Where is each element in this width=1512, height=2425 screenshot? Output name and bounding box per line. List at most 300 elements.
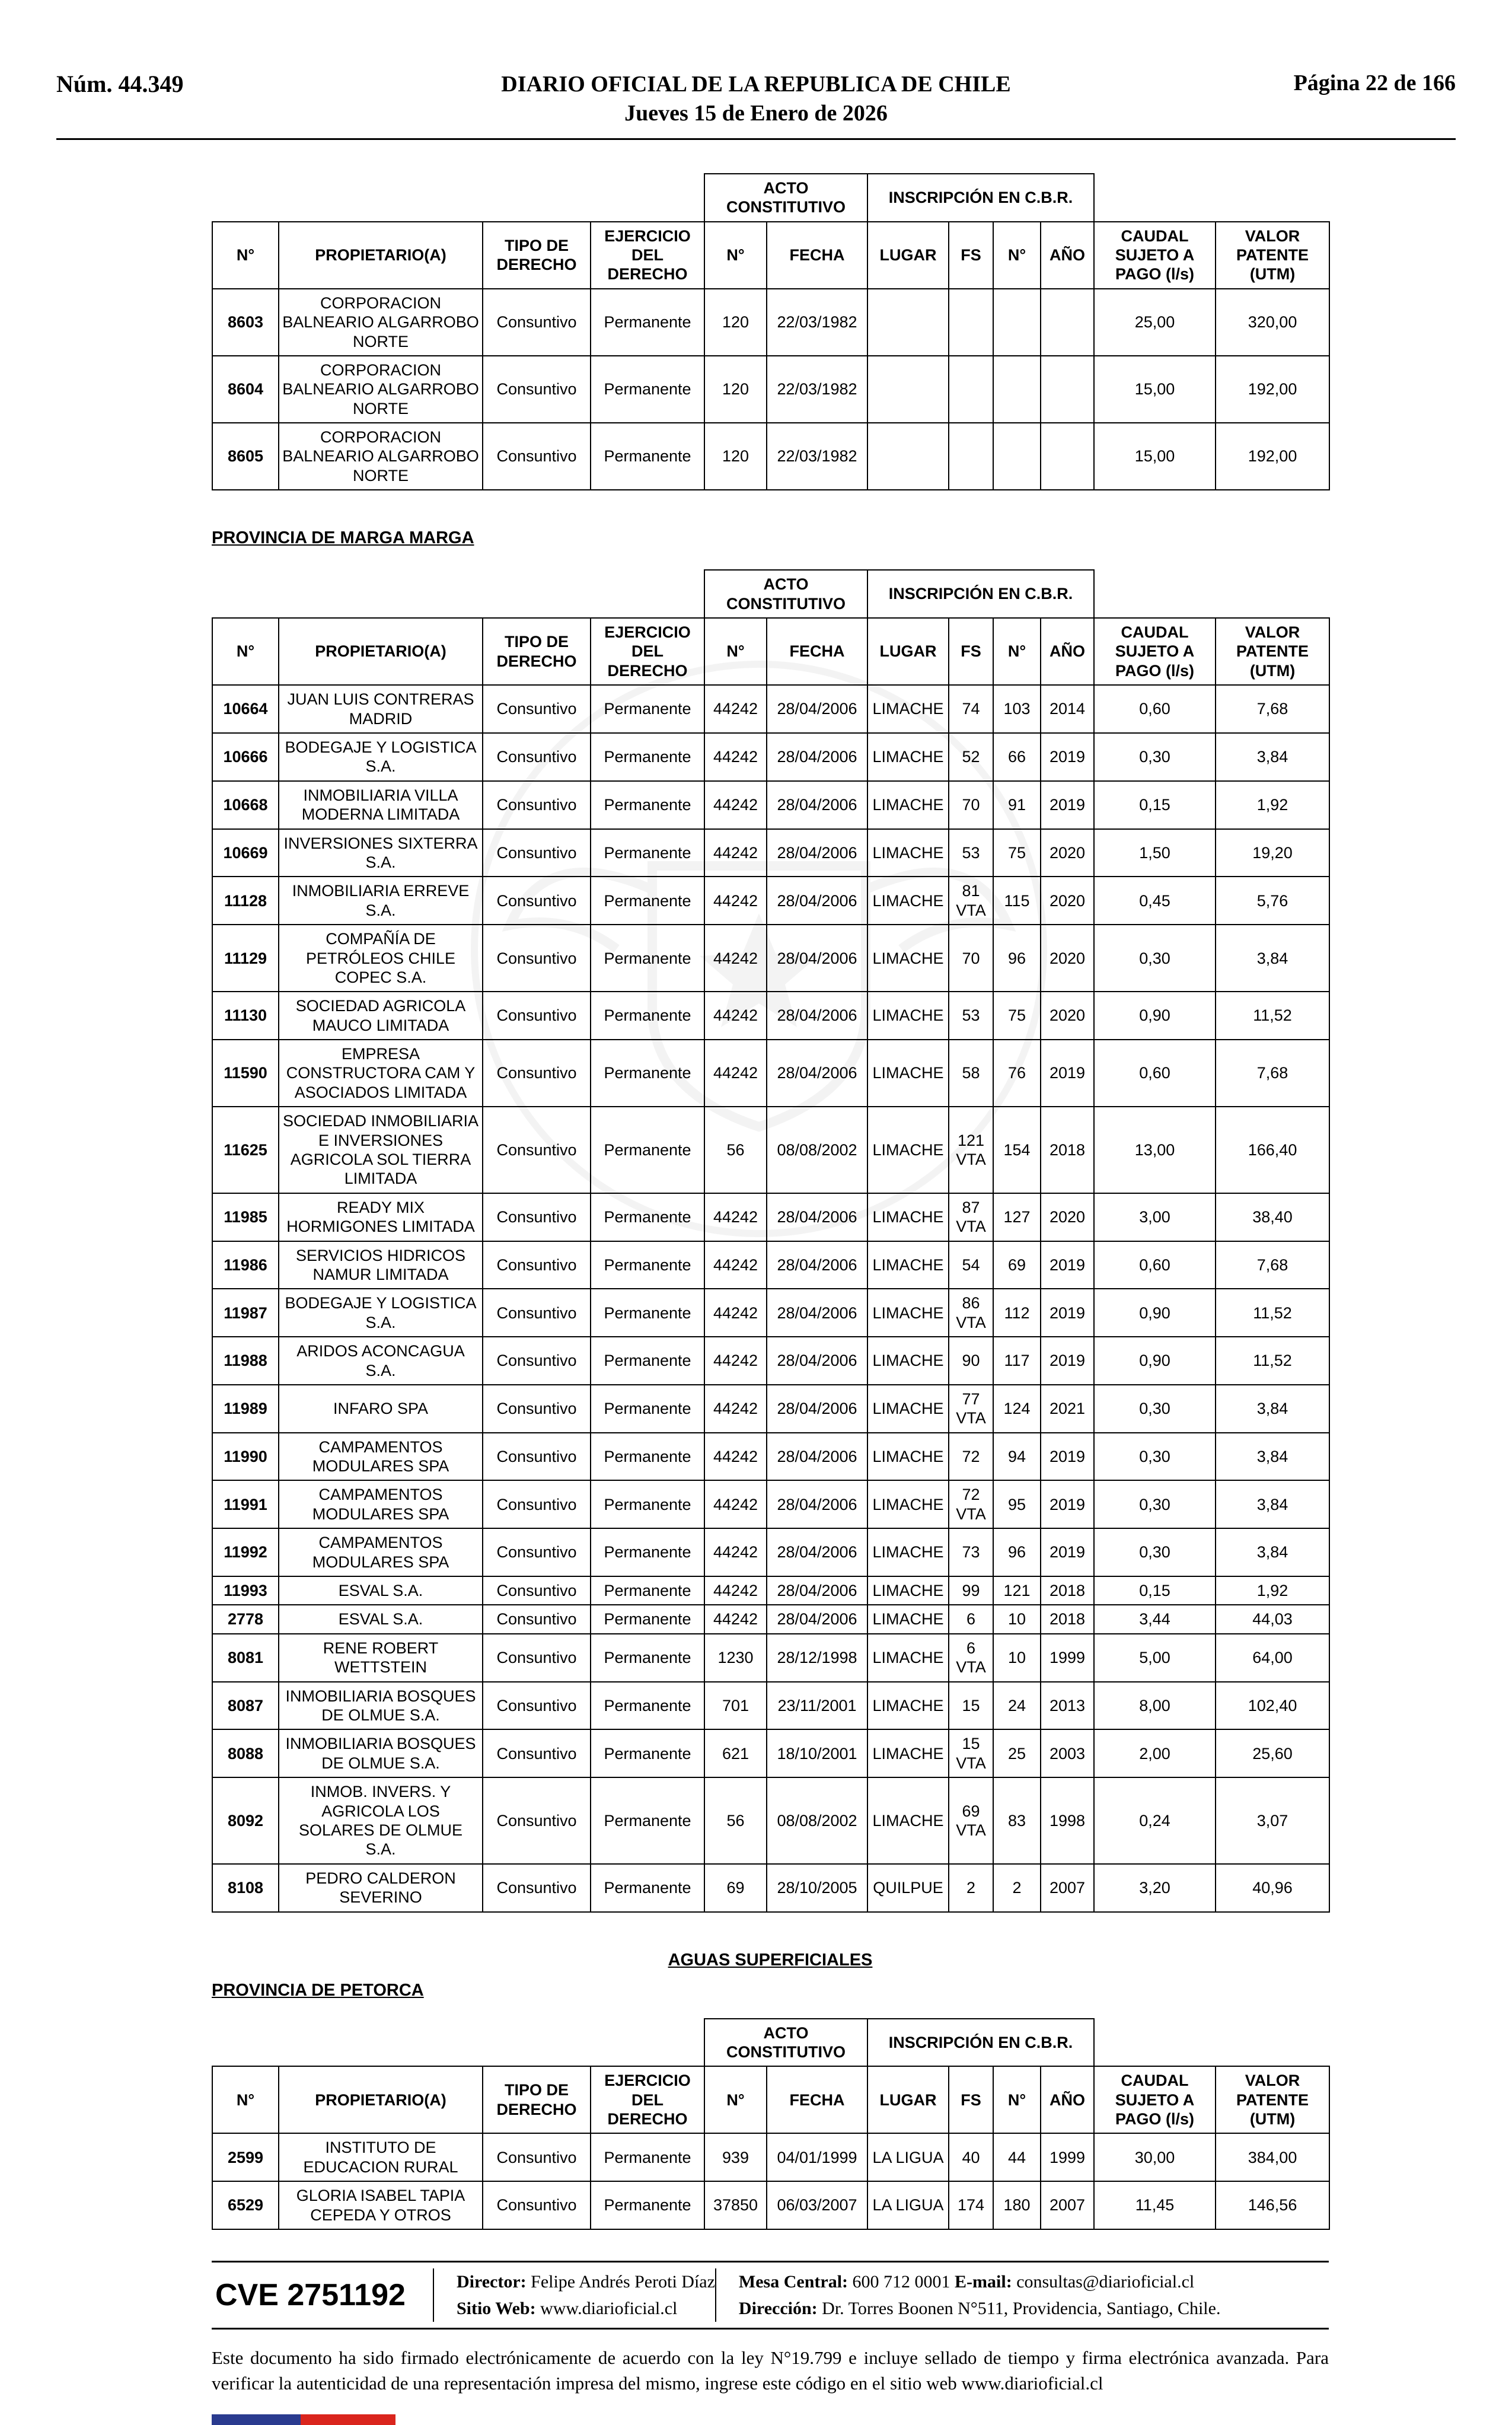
- table-cell: 3,07: [1216, 1777, 1329, 1864]
- table-cell: 11130: [212, 992, 279, 1040]
- table-cell: 0,90: [1094, 1289, 1216, 1337]
- table-row: [212, 1576, 1329, 1605]
- table-cell: 8108: [212, 1864, 279, 1912]
- table-cell: 3,84: [1216, 1528, 1329, 1576]
- table-cell: 77 VTA: [949, 1385, 993, 1433]
- table-cell: 11,45: [1094, 2181, 1216, 2229]
- table-cell: [1041, 423, 1094, 490]
- table-cell: 11986: [212, 1241, 279, 1289]
- col-ano: AÑO: [1041, 222, 1094, 289]
- table-cell: 44242: [704, 1040, 767, 1107]
- table-cell: 3,20: [1094, 1864, 1216, 1912]
- table-cell: 1230: [704, 1634, 767, 1682]
- table-cell: LIMACHE: [867, 1433, 949, 1481]
- table-cell: 72 VTA: [949, 1480, 993, 1528]
- table-row: [212, 1729, 1329, 1777]
- table-cell: 2007: [1041, 2181, 1094, 2229]
- table-cell: [993, 356, 1041, 423]
- table-cell: 94: [993, 1433, 1041, 1481]
- table-cell: 08/08/2002: [767, 1777, 867, 1864]
- table-cell: 44242: [704, 877, 767, 925]
- table-cell: LIMACHE: [867, 1040, 949, 1107]
- table-cell: 3,84: [1216, 1480, 1329, 1528]
- table-cell: 44242: [704, 1528, 767, 1576]
- table-cell: 11129: [212, 925, 279, 992]
- cve-code: CVE 2751192: [215, 2278, 406, 2313]
- table-cell: 53: [949, 992, 993, 1040]
- table-cell: 44242: [704, 1433, 767, 1481]
- table-cell: 25,60: [1216, 1729, 1329, 1777]
- table-cell: Permanente: [591, 829, 704, 877]
- table-cell: 127: [993, 1193, 1041, 1241]
- table-row: [212, 733, 1329, 781]
- table-cell: 0,15: [1094, 781, 1216, 829]
- col-ano: AÑO: [1041, 2066, 1094, 2133]
- table-cell: 38,40: [1216, 1193, 1329, 1241]
- table-cell: 28/04/2006: [767, 829, 867, 877]
- table-cell: 154: [993, 1107, 1041, 1193]
- table-cell: 28/04/2006: [767, 1480, 867, 1528]
- col-ejercicio-derecho: EJERCICIO DEL DERECHO: [591, 222, 704, 289]
- table-cell: Permanente: [591, 1605, 704, 1633]
- table-cell: 44242: [704, 925, 767, 992]
- table-cell: LIMACHE: [867, 1241, 949, 1289]
- table-cell: 2020: [1041, 877, 1094, 925]
- table-cell: 28/04/2006: [767, 1040, 867, 1107]
- table-row: [212, 992, 1329, 1040]
- page-number: Página 22 de 166: [1293, 71, 1456, 95]
- table-cell: Consuntivo: [483, 1864, 591, 1912]
- table-cell: INMOBILIARIA VILLA MODERNA LIMITADA: [279, 781, 483, 829]
- table-cell: 2021: [1041, 1385, 1094, 1433]
- col-fs: FS: [949, 2066, 993, 2133]
- table-cell: 192,00: [1216, 423, 1329, 490]
- column-header-row: [212, 618, 1329, 685]
- table-cell: Consuntivo: [483, 1289, 591, 1337]
- table-cell: 0,60: [1094, 685, 1216, 733]
- table-cell: 2019: [1041, 1289, 1094, 1337]
- table-cell: [993, 289, 1041, 356]
- table-row: [212, 1289, 1329, 1337]
- director-line: [457, 2268, 715, 2295]
- table-cell: 0,30: [1094, 1480, 1216, 1528]
- table-cell: BODEGAJE Y LOGISTICA S.A.: [279, 1289, 483, 1337]
- table-cell: 621: [704, 1729, 767, 1777]
- contact-info: [716, 2263, 1221, 2328]
- table-row: [212, 2181, 1329, 2229]
- table-cell: 28/04/2006: [767, 992, 867, 1040]
- table-cell: 54: [949, 1241, 993, 1289]
- table-cell: LIMACHE: [867, 1289, 949, 1337]
- table-cell: 28/04/2006: [767, 1528, 867, 1576]
- table-cell: 95: [993, 1480, 1041, 1528]
- table-cell: Permanente: [591, 1337, 704, 1385]
- acto-constitutivo-group-header: ACTO CONSTITUTIVO: [704, 570, 867, 618]
- table-cell: Permanente: [591, 1480, 704, 1528]
- table-cell: 0,30: [1094, 733, 1216, 781]
- table-cell: 10: [993, 1634, 1041, 1682]
- table-row: [212, 1777, 1329, 1864]
- table-cell: 06/03/2007: [767, 2181, 867, 2229]
- table-cell: 5,76: [1216, 877, 1329, 925]
- table-cell: 87 VTA: [949, 1193, 993, 1241]
- table-cell: 70: [949, 781, 993, 829]
- table-cell: 2019: [1041, 781, 1094, 829]
- col-num: N°: [212, 222, 279, 289]
- mesa-central-label: Mesa Central:: [738, 2272, 848, 2292]
- page-header: [56, 70, 1456, 129]
- table-cell: LIMACHE: [867, 1605, 949, 1633]
- table-cell: LIMACHE: [867, 1682, 949, 1730]
- table-cell: 28/04/2006: [767, 1193, 867, 1241]
- table-cell: 2,00: [1094, 1729, 1216, 1777]
- table-cell: CAMPAMENTOS MODULARES SPA: [279, 1480, 483, 1528]
- table-cell: 99: [949, 1576, 993, 1605]
- table-cell: 2019: [1041, 1337, 1094, 1385]
- table-cell: ARIDOS ACONCAGUA S.A.: [279, 1337, 483, 1385]
- table-cell: 1998: [1041, 1777, 1094, 1864]
- table-cell: 2018: [1041, 1576, 1094, 1605]
- table-row: [212, 356, 1329, 423]
- page-footer: [212, 2261, 1329, 2330]
- inscripcion-cbr-group-header: INSCRIPCIÓN EN C.B.R.: [867, 2019, 1094, 2067]
- table-cell: Permanente: [591, 1385, 704, 1433]
- table-cell: Consuntivo: [483, 992, 591, 1040]
- table-row: [212, 1480, 1329, 1528]
- table-cell: LIMACHE: [867, 1729, 949, 1777]
- table-cell: 96: [993, 925, 1041, 992]
- table-cell: 58: [949, 1040, 993, 1107]
- table-cell: LIMACHE: [867, 1576, 949, 1605]
- table-cell: Consuntivo: [483, 1241, 591, 1289]
- issue-number: Núm. 44.349: [56, 71, 184, 97]
- table-cell: 5,00: [1094, 1634, 1216, 1682]
- col-acto-num: N°: [704, 2066, 767, 2133]
- table-cell: 2019: [1041, 733, 1094, 781]
- table-cell: 166,40: [1216, 1107, 1329, 1193]
- table-cell: 66: [993, 733, 1041, 781]
- table-cell: COMPAÑÍA DE PETRÓLEOS CHILE COPEC S.A.: [279, 925, 483, 992]
- table-cell: 28/04/2006: [767, 925, 867, 992]
- table-cell: 2599: [212, 2133, 279, 2181]
- table-cell: Permanente: [591, 1729, 704, 1777]
- table-cell: Consuntivo: [483, 1433, 591, 1481]
- table-cell: 2020: [1041, 925, 1094, 992]
- table-cell: Permanente: [591, 1864, 704, 1912]
- table-cell: Consuntivo: [483, 1729, 591, 1777]
- address-label: Dirección:: [738, 2299, 818, 2319]
- table-cell: LIMACHE: [867, 1193, 949, 1241]
- table-cell: CAMPAMENTOS MODULARES SPA: [279, 1433, 483, 1481]
- table-cell: 11128: [212, 877, 279, 925]
- acto-constitutivo-group-header: ACTO CONSTITUTIVO: [704, 2019, 867, 2067]
- table-row: [212, 1107, 1329, 1193]
- col-valor-patente: VALOR PATENTE (UTM): [1216, 222, 1329, 289]
- table-cell: 40: [949, 2133, 993, 2181]
- table-cell: 8081: [212, 1634, 279, 1682]
- header-divider: [56, 138, 1456, 140]
- email-label: E-mail:: [955, 2272, 1012, 2292]
- table-cell: Consuntivo: [483, 829, 591, 877]
- table-cell: 22/03/1982: [767, 289, 867, 356]
- table-cell: Consuntivo: [483, 2181, 591, 2229]
- table-cell: LIMACHE: [867, 1634, 949, 1682]
- table-cell: 2018: [1041, 1107, 1094, 1193]
- col-ano: AÑO: [1041, 618, 1094, 685]
- table-cell: Consuntivo: [483, 1480, 591, 1528]
- table-cell: 28/04/2006: [767, 1605, 867, 1633]
- table-row: [212, 289, 1329, 356]
- table-row: [212, 1241, 1329, 1289]
- table-cell: 117: [993, 1337, 1041, 1385]
- table-cell: 11991: [212, 1480, 279, 1528]
- table-cell: CORPORACION BALNEARIO ALGARROBO NORTE: [279, 423, 483, 490]
- table-cell: 23/11/2001: [767, 1682, 867, 1730]
- table-cell: Permanente: [591, 289, 704, 356]
- table-cell: 52: [949, 733, 993, 781]
- table-cell: LIMACHE: [867, 1107, 949, 1193]
- legal-notice: Este documento ha sido firmado electrónicamente de acuerdo con la ley N°19.799 e incluye sellado de tiempo y firma electrónica avanzada. Para verificar la autenticidad de una representación impresa del mismo, ingrese este código en el sitio web www.diarioficial.cl: [212, 2347, 1329, 2394]
- table-cell: LIMACHE: [867, 1337, 949, 1385]
- table-cell: 11985: [212, 1193, 279, 1241]
- section-heading-petorca: PROVINCIA DE PETORCA: [212, 1980, 424, 2000]
- table-cell: 11993: [212, 1576, 279, 1605]
- table-cell: READY MIX HORMIGONES LIMITADA: [279, 1193, 483, 1241]
- col-num: N°: [212, 2066, 279, 2133]
- table-cell: 2: [993, 1864, 1041, 1912]
- table-cell: PEDRO CALDERON SEVERINO: [279, 1864, 483, 1912]
- col-acto-fecha: FECHA: [767, 222, 867, 289]
- col-propietario: PROPIETARIO(A): [279, 222, 483, 289]
- table-cell: 11625: [212, 1107, 279, 1193]
- col-tipo-derecho: TIPO DE DERECHO: [483, 222, 591, 289]
- table-cell: 10669: [212, 829, 279, 877]
- table-cell: 120: [704, 423, 767, 490]
- table-cell: Permanente: [591, 685, 704, 733]
- table-cell: 22/03/1982: [767, 356, 867, 423]
- table-cell: 146,56: [1216, 2181, 1329, 2229]
- col-inscripcion-num: N°: [993, 618, 1041, 685]
- table-cell: EMPRESA CONSTRUCTORA CAM Y ASOCIADOS LIMITADA: [279, 1040, 483, 1107]
- table-cell: Consuntivo: [483, 1682, 591, 1730]
- table-cell: GLORIA ISABEL TAPIA CEPEDA Y OTROS: [279, 2181, 483, 2229]
- acto-constitutivo-group-header: ACTO CONSTITUTIVO: [704, 174, 867, 222]
- column-header-row: [212, 222, 1329, 289]
- table-cell: 44242: [704, 1337, 767, 1385]
- table-cell: 69: [993, 1241, 1041, 1289]
- table-cell: 44242: [704, 685, 767, 733]
- table-cell: 69 VTA: [949, 1777, 993, 1864]
- table-cell: 2019: [1041, 1241, 1094, 1289]
- table-row: [212, 2133, 1329, 2181]
- table-cell: Consuntivo: [483, 781, 591, 829]
- table-cell: 11989: [212, 1385, 279, 1433]
- table-cell: 2014: [1041, 685, 1094, 733]
- table-cell: Consuntivo: [483, 1634, 591, 1682]
- table-cell: 11992: [212, 1528, 279, 1576]
- table-cell: 74: [949, 685, 993, 733]
- table-cell: LIMACHE: [867, 733, 949, 781]
- table-cell: 7,68: [1216, 685, 1329, 733]
- table-cell: 0,90: [1094, 1337, 1216, 1385]
- table-cell: 2019: [1041, 1040, 1094, 1107]
- table-cell: 56: [704, 1107, 767, 1193]
- flag-blue-segment: [212, 2414, 301, 2425]
- table-cell: 10668: [212, 781, 279, 829]
- table-cell: Consuntivo: [483, 733, 591, 781]
- table-cell: Permanente: [591, 1241, 704, 1289]
- col-num: N°: [212, 618, 279, 685]
- table-cell: Consuntivo: [483, 925, 591, 992]
- table-cell: 44242: [704, 733, 767, 781]
- flag-red-segment: [301, 2414, 395, 2425]
- table-cell: 10666: [212, 733, 279, 781]
- table-cell: LIMACHE: [867, 1480, 949, 1528]
- table-cell: 2020: [1041, 1193, 1094, 1241]
- table-cell: 8,00: [1094, 1682, 1216, 1730]
- website-link[interactable]: www.diarioficial.cl: [540, 2299, 678, 2319]
- table-row: [212, 1385, 1329, 1433]
- table-cell: Permanente: [591, 423, 704, 490]
- section-heading-aguas-superficiales: AGUAS SUPERFICIALES: [668, 1950, 873, 1970]
- footer-bottom-divider: [212, 2328, 1329, 2330]
- table-row: [212, 1528, 1329, 1576]
- table-cell: 64,00: [1216, 1634, 1329, 1682]
- table-cell: ESVAL S.A.: [279, 1605, 483, 1633]
- table-cell: Permanente: [591, 781, 704, 829]
- table-cell: 90: [949, 1337, 993, 1385]
- table-zone-3: [212, 2018, 1329, 2230]
- table-cell: QUILPUE: [867, 1864, 949, 1912]
- col-inscripcion-num: N°: [993, 222, 1041, 289]
- table-cell: 7,68: [1216, 1241, 1329, 1289]
- table-cell: Permanente: [591, 925, 704, 992]
- table-row: [212, 1682, 1329, 1730]
- table-cell: 0,60: [1094, 1040, 1216, 1107]
- table-cell: SOCIEDAD INMOBILIARIA E INVERSIONES AGRICOLA SOL TIERRA LIMITADA: [279, 1107, 483, 1193]
- newspaper-title: DIARIO OFICIAL DE LA REPUBLICA DE CHILE: [501, 72, 1011, 97]
- table-cell: LA LIGUA: [867, 2181, 949, 2229]
- table-cell: 81 VTA: [949, 877, 993, 925]
- col-lugar: LUGAR: [867, 222, 949, 289]
- table-cell: 0,15: [1094, 1576, 1216, 1605]
- group-header-row: [212, 570, 1329, 618]
- table-cell: 8087: [212, 1682, 279, 1730]
- table-cell: 11987: [212, 1289, 279, 1337]
- table-row: [212, 1040, 1329, 1107]
- table-cell: Consuntivo: [483, 877, 591, 925]
- table-cell: 2018: [1041, 1605, 1094, 1633]
- col-acto-fecha: FECHA: [767, 2066, 867, 2133]
- table-cell: 3,84: [1216, 925, 1329, 992]
- water-rights-table-marga-marga: [212, 569, 1330, 1912]
- flag-bar: [212, 2414, 395, 2425]
- table-cell: 121 VTA: [949, 1107, 993, 1193]
- col-caudal: CAUDAL SUJETO A PAGO (l/s): [1094, 2066, 1216, 2133]
- table-cell: 25,00: [1094, 289, 1216, 356]
- table-cell: Permanente: [591, 1634, 704, 1682]
- table-cell: 28/04/2006: [767, 733, 867, 781]
- table-cell: Permanente: [591, 356, 704, 423]
- table-cell: 384,00: [1216, 2133, 1329, 2181]
- table-cell: 11,52: [1216, 1337, 1329, 1385]
- table-cell: Permanente: [591, 1576, 704, 1605]
- table-cell: 939: [704, 2133, 767, 2181]
- col-acto-num: N°: [704, 222, 767, 289]
- col-propietario: PROPIETARIO(A): [279, 618, 483, 685]
- table-cell: Consuntivo: [483, 2133, 591, 2181]
- table-cell: 2: [949, 1864, 993, 1912]
- table-cell: RENE ROBERT WETTSTEIN: [279, 1634, 483, 1682]
- table-cell: Permanente: [591, 1777, 704, 1864]
- table-cell: 2019: [1041, 1528, 1094, 1576]
- table-cell: Permanente: [591, 1433, 704, 1481]
- inscripcion-cbr-group-header: INSCRIPCIÓN EN C.B.R.: [867, 174, 1094, 222]
- table-cell: 70: [949, 925, 993, 992]
- table-cell: BODEGAJE Y LOGISTICA S.A.: [279, 733, 483, 781]
- email-link[interactable]: consultas@diarioficial.cl: [1016, 2272, 1195, 2292]
- table-cell: Consuntivo: [483, 1605, 591, 1633]
- table-cell: Permanente: [591, 992, 704, 1040]
- table-cell: 44242: [704, 829, 767, 877]
- table-cell: 15,00: [1094, 356, 1216, 423]
- table-cell: 28/04/2006: [767, 1433, 867, 1481]
- table-cell: 44242: [704, 781, 767, 829]
- table-cell: LIMACHE: [867, 1385, 949, 1433]
- table-cell: LIMACHE: [867, 992, 949, 1040]
- table-cell: 8088: [212, 1729, 279, 1777]
- table-cell: 11,52: [1216, 1289, 1329, 1337]
- table-cell: Consuntivo: [483, 1777, 591, 1864]
- column-header-row: [212, 2066, 1329, 2133]
- table-cell: 28/04/2006: [767, 1289, 867, 1337]
- section-heading-marga-marga: PROVINCIA DE MARGA MARGA: [212, 528, 474, 548]
- table-cell: SOCIEDAD AGRICOLA MAUCO LIMITADA: [279, 992, 483, 1040]
- table-cell: 320,00: [1216, 289, 1329, 356]
- table-cell: 19,20: [1216, 829, 1329, 877]
- footer-row: [212, 2263, 1329, 2328]
- table-cell: [867, 423, 949, 490]
- issue-date: Jueves 15 de Enero de 2026: [624, 101, 888, 126]
- col-inscripcion-num: N°: [993, 2066, 1041, 2133]
- table-row: [212, 877, 1329, 925]
- table-cell: 180: [993, 2181, 1041, 2229]
- table-cell: 44,03: [1216, 1605, 1329, 1633]
- col-lugar: LUGAR: [867, 618, 949, 685]
- col-valor-patente: VALOR PATENTE (UTM): [1216, 618, 1329, 685]
- table-cell: 28/04/2006: [767, 1241, 867, 1289]
- table-cell: 28/04/2006: [767, 1576, 867, 1605]
- table-cell: CORPORACION BALNEARIO ALGARROBO NORTE: [279, 356, 483, 423]
- table-cell: LIMACHE: [867, 781, 949, 829]
- table-cell: 2020: [1041, 992, 1094, 1040]
- table-cell: Consuntivo: [483, 1385, 591, 1433]
- table-cell: Permanente: [591, 1193, 704, 1241]
- table-cell: [949, 423, 993, 490]
- director-info: [434, 2263, 715, 2328]
- table-cell: LIMACHE: [867, 1777, 949, 1864]
- table-cell: SERVICIOS HIDRICOS NAMUR LIMITADA: [279, 1241, 483, 1289]
- table-cell: 22/03/1982: [767, 423, 867, 490]
- table-cell: 75: [993, 992, 1041, 1040]
- group-header-row: [212, 2019, 1329, 2067]
- table-cell: 44242: [704, 1576, 767, 1605]
- director-name: Felipe Andrés Peroti Díaz: [531, 2272, 715, 2292]
- table-row: [212, 423, 1329, 490]
- table-cell: Permanente: [591, 1528, 704, 1576]
- table-cell: 2778: [212, 1605, 279, 1633]
- table-cell: LIMACHE: [867, 1528, 949, 1576]
